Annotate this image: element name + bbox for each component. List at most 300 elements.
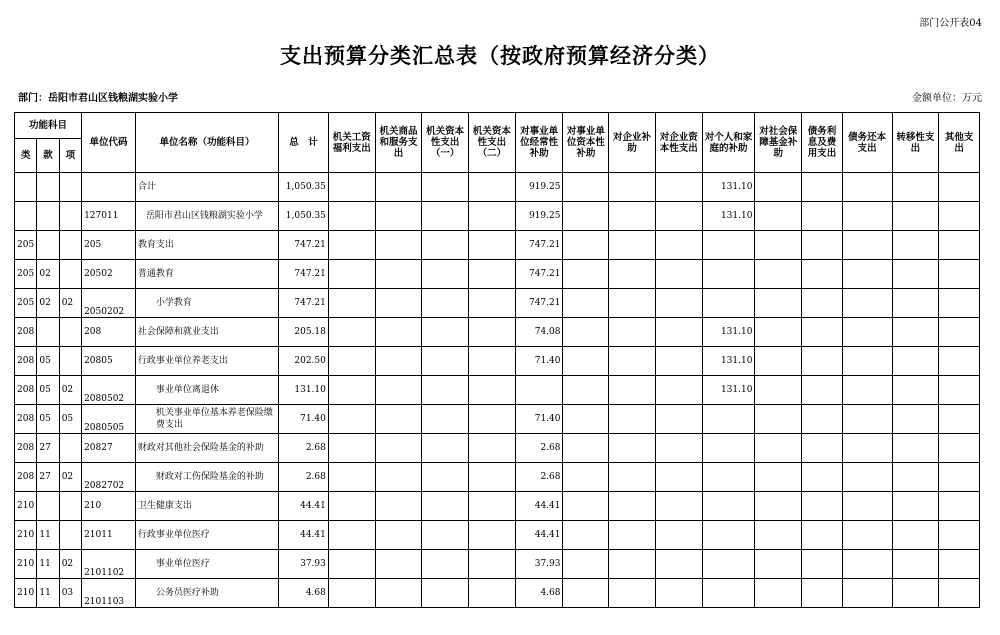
table-body	[15, 173, 980, 608]
amount-cell	[609, 550, 656, 579]
amount-cell: 4.68	[515, 579, 563, 608]
amount-cell	[375, 405, 422, 434]
amount-cell	[842, 521, 892, 550]
unit-name-cell: 财政对工伤保险基金的补助	[135, 463, 278, 492]
lei-cell: 208	[15, 347, 37, 376]
amount-cell	[469, 260, 516, 289]
amount-cell	[609, 289, 656, 318]
kuan-cell	[37, 318, 59, 347]
total-cell: 747.21	[279, 289, 329, 318]
lei-cell: 208	[15, 405, 37, 434]
amount-cell	[469, 318, 516, 347]
amount-cell	[375, 492, 422, 521]
amount-cell	[802, 579, 843, 608]
amount-cell	[422, 521, 469, 550]
amount-cell	[755, 434, 802, 463]
amount-cell	[563, 289, 609, 318]
amount-cell	[755, 347, 802, 376]
amount-cell	[802, 260, 843, 289]
amount-cell	[328, 318, 375, 347]
amount-cell	[702, 260, 755, 289]
amount-cell	[802, 173, 843, 202]
amount-cell	[563, 405, 609, 434]
amount-cell	[422, 434, 469, 463]
kuan-cell	[37, 173, 59, 202]
econ-header: 对企业补助	[609, 113, 656, 173]
amount-cell	[563, 463, 609, 492]
amount-cell	[892, 434, 939, 463]
amount-cell	[802, 202, 843, 231]
unit-name-cell: 事业单位离退休	[135, 376, 278, 405]
amount-cell	[375, 463, 422, 492]
kuan-cell: 02	[37, 260, 59, 289]
unit-name-cell: 普通教育	[135, 260, 278, 289]
amount-cell	[375, 202, 422, 231]
unit-code-cell: 2050202	[82, 289, 136, 318]
xiang-cell	[59, 260, 81, 289]
lei-cell	[15, 202, 37, 231]
amount-cell	[422, 173, 469, 202]
amount-cell	[655, 347, 702, 376]
amount-cell	[702, 434, 755, 463]
kuan-cell	[37, 492, 59, 521]
page-title: 支出预算分类汇总表（按政府预算经济分类）	[280, 43, 720, 68]
amount-cell	[702, 492, 755, 521]
amount-cell: 37.93	[515, 550, 563, 579]
amount-cell	[375, 318, 422, 347]
kuan-header: 款	[37, 139, 59, 173]
econ-header: 其他支出	[939, 113, 980, 173]
amount-cell	[802, 521, 843, 550]
amount-cell	[469, 173, 516, 202]
xiang-cell	[59, 173, 81, 202]
unit-code-cell	[82, 173, 136, 202]
amount-cell	[892, 347, 939, 376]
amount-cell	[892, 289, 939, 318]
unit-name-cell: 小学教育	[135, 289, 278, 318]
amount-cell	[422, 231, 469, 260]
unit-code-cell: 2080505	[82, 405, 136, 434]
unit-code-cell: 2082702	[82, 463, 136, 492]
lei-cell: 208	[15, 376, 37, 405]
func-subject-header: 功能科目	[15, 113, 82, 139]
econ-header: 债务利息及费用支出	[802, 113, 843, 173]
amount-cell	[702, 405, 755, 434]
amount-cell	[755, 492, 802, 521]
unit-name-cell: 事业单位医疗	[135, 550, 278, 579]
amount-cell	[939, 231, 980, 260]
amount-cell	[842, 318, 892, 347]
amount-cell: 74.08	[515, 318, 563, 347]
amount-cell	[422, 376, 469, 405]
unit-name-header: 单位名称（功能科目）	[135, 113, 278, 173]
xiang-cell	[59, 347, 81, 376]
amount-cell	[655, 202, 702, 231]
lei-cell: 205	[15, 231, 37, 260]
amount-cell	[939, 550, 980, 579]
amount-cell	[892, 318, 939, 347]
amount-cell	[802, 492, 843, 521]
amount-cell	[892, 405, 939, 434]
total-cell: 37.93	[279, 550, 329, 579]
amount-cell: 747.21	[515, 289, 563, 318]
amount-cell: 919.25	[515, 202, 563, 231]
amount-cell	[422, 463, 469, 492]
amount-cell	[422, 347, 469, 376]
econ-header: 对企业资本性支出	[655, 113, 702, 173]
kuan-cell: 11	[37, 579, 59, 608]
amount-cell	[469, 579, 516, 608]
amount-cell	[755, 579, 802, 608]
amount-cell	[328, 463, 375, 492]
amount-cell	[609, 173, 656, 202]
xiang-cell	[59, 521, 81, 550]
amount-cell	[755, 202, 802, 231]
amount-cell: 131.10	[702, 173, 755, 202]
amount-cell	[609, 579, 656, 608]
kuan-cell	[37, 202, 59, 231]
kuan-cell: 11	[37, 550, 59, 579]
total-cell: 1,050.35	[279, 173, 329, 202]
form-number: 部门公开表04	[919, 18, 982, 29]
unit-code-cell: 205	[82, 231, 136, 260]
amount-cell	[842, 289, 892, 318]
amount-cell	[609, 231, 656, 260]
table-row	[15, 579, 980, 608]
econ-header: 机关资本性支出（一）	[422, 113, 469, 173]
amount-cell	[328, 521, 375, 550]
table-row	[15, 550, 980, 579]
amount-cell	[609, 202, 656, 231]
amount-cell	[328, 492, 375, 521]
table-row	[15, 492, 980, 521]
total-cell: 1,050.35	[279, 202, 329, 231]
amount-cell	[609, 521, 656, 550]
amount-cell: 131.10	[702, 347, 755, 376]
amount-cell	[755, 260, 802, 289]
unit-code-cell: 2101103	[82, 579, 136, 608]
econ-header: 对个人和家庭的补助	[702, 113, 755, 173]
unit-name-cell: 行政事业单位养老支出	[135, 347, 278, 376]
total-cell: 131.10	[279, 376, 329, 405]
unit-code-cell: 21011	[82, 521, 136, 550]
lei-cell: 208	[15, 463, 37, 492]
amount-cell	[892, 550, 939, 579]
amount-cell	[422, 579, 469, 608]
lei-cell: 205	[15, 260, 37, 289]
amount-cell	[842, 231, 892, 260]
amount-cell	[563, 579, 609, 608]
amount-cell	[939, 376, 980, 405]
amount-cell	[609, 463, 656, 492]
amount-cell	[939, 173, 980, 202]
amount-cell	[422, 202, 469, 231]
amount-cell	[939, 289, 980, 318]
amount-cell	[328, 405, 375, 434]
econ-header: 转移性支出	[892, 113, 939, 173]
table-row	[15, 173, 980, 202]
amount-cell	[563, 550, 609, 579]
amount-cell	[422, 550, 469, 579]
amount-cell: 747.21	[515, 231, 563, 260]
amount-cell	[328, 202, 375, 231]
unit-code-cell: 2080502	[82, 376, 136, 405]
lei-cell: 210	[15, 579, 37, 608]
amount-cell	[375, 434, 422, 463]
econ-header: 对事业单位资本性补助	[563, 113, 609, 173]
amount-cell	[892, 202, 939, 231]
amount-cell	[655, 463, 702, 492]
unit-code-cell: 20805	[82, 347, 136, 376]
amount-cell: 2.68	[515, 463, 563, 492]
amount-cell	[755, 463, 802, 492]
econ-header: 机关工资福利支出	[328, 113, 375, 173]
amount-cell	[375, 550, 422, 579]
amount-cell	[328, 376, 375, 405]
table-row	[15, 289, 980, 318]
amount-cell	[755, 550, 802, 579]
amount-cell	[328, 173, 375, 202]
table-row	[15, 463, 980, 492]
total-header: 总 计	[279, 113, 329, 173]
amount-cell	[328, 231, 375, 260]
unit-name-cell: 教育支出	[135, 231, 278, 260]
kuan-cell: 05	[37, 405, 59, 434]
amount-cell	[375, 173, 422, 202]
amount-cell	[939, 579, 980, 608]
kuan-cell: 27	[37, 434, 59, 463]
amount-cell	[563, 318, 609, 347]
amount-cell	[939, 260, 980, 289]
amount-cell	[939, 521, 980, 550]
amount-cell	[939, 434, 980, 463]
amount-cell	[702, 550, 755, 579]
amount-cell	[515, 376, 563, 405]
econ-header: 机关资本性支出（二）	[469, 113, 516, 173]
amount-cell	[702, 231, 755, 260]
amount-cell	[609, 376, 656, 405]
amount-cell	[802, 318, 843, 347]
amount-cell	[375, 521, 422, 550]
amount-cell	[375, 260, 422, 289]
kuan-cell: 05	[37, 347, 59, 376]
amount-cell	[939, 405, 980, 434]
amount-cell	[375, 231, 422, 260]
amount-cell	[842, 202, 892, 231]
amount-cell	[469, 492, 516, 521]
total-cell: 4.68	[279, 579, 329, 608]
unit-name-cell: 机关事业单位基本养老保险缴费支出	[135, 405, 278, 434]
amount-cell	[802, 347, 843, 376]
amount-cell: 131.10	[702, 318, 755, 347]
amount-cell	[422, 289, 469, 318]
amount-cell	[563, 231, 609, 260]
amount-cell	[469, 347, 516, 376]
amount-cell	[702, 463, 755, 492]
amount-cell: 71.40	[515, 405, 563, 434]
table-row	[15, 434, 980, 463]
unit-name-cell: 岳阳市君山区钱粮湖实验小学	[135, 202, 278, 231]
kuan-cell: 02	[37, 289, 59, 318]
amount-cell	[422, 318, 469, 347]
amount-cell	[328, 579, 375, 608]
amount-cell	[939, 202, 980, 231]
unit-code-cell: 210	[82, 492, 136, 521]
lei-cell: 205	[15, 289, 37, 318]
amount-cell	[655, 550, 702, 579]
total-cell: 205.18	[279, 318, 329, 347]
amount-cell	[655, 405, 702, 434]
amount-cell	[655, 318, 702, 347]
amount-cell	[375, 376, 422, 405]
unit-name-cell: 卫生健康支出	[135, 492, 278, 521]
amount-cell	[892, 231, 939, 260]
kuan-cell: 11	[37, 521, 59, 550]
unit-code-cell: 127011	[82, 202, 136, 231]
unit-name-cell: 合计	[135, 173, 278, 202]
amount-cell	[892, 260, 939, 289]
xiang-cell: 03	[59, 579, 81, 608]
amount-cell: 71.40	[515, 347, 563, 376]
amount-cell	[655, 521, 702, 550]
amount-cell	[563, 434, 609, 463]
kuan-cell: 27	[37, 463, 59, 492]
amount-cell	[755, 521, 802, 550]
amount-cell	[563, 260, 609, 289]
amount-cell	[375, 289, 422, 318]
amount-cell	[563, 376, 609, 405]
amount-cell	[422, 405, 469, 434]
xiang-cell	[59, 318, 81, 347]
amount-cell	[892, 173, 939, 202]
amount-cell	[563, 492, 609, 521]
unit-code-cell: 20827	[82, 434, 136, 463]
econ-header: 对事业单位经常性补助	[515, 113, 563, 173]
amount-cell	[842, 550, 892, 579]
amount-unit-label: 金额单位：万元	[912, 93, 982, 104]
amount-cell	[939, 347, 980, 376]
table-row	[15, 521, 980, 550]
amount-cell	[655, 289, 702, 318]
unit-code-cell: 20502	[82, 260, 136, 289]
budget-table	[14, 112, 980, 608]
lei-header: 类	[15, 139, 37, 173]
kuan-cell: 05	[37, 376, 59, 405]
xiang-cell	[59, 492, 81, 521]
table-row	[15, 260, 980, 289]
amount-cell	[655, 376, 702, 405]
amount-cell	[892, 463, 939, 492]
amount-cell: 131.10	[702, 202, 755, 231]
amount-cell	[655, 231, 702, 260]
econ-header: 对社会保障基金补助	[755, 113, 802, 173]
amount-cell	[655, 173, 702, 202]
total-cell: 2.68	[279, 434, 329, 463]
amount-cell	[702, 521, 755, 550]
amount-cell	[328, 260, 375, 289]
total-cell: 44.41	[279, 492, 329, 521]
amount-cell	[422, 260, 469, 289]
unit-name-cell: 公务员医疗补助	[135, 579, 278, 608]
amount-cell	[755, 173, 802, 202]
xiang-header: 项	[59, 139, 81, 173]
amount-cell	[755, 289, 802, 318]
amount-cell	[655, 579, 702, 608]
amount-cell	[469, 405, 516, 434]
xiang-cell: 02	[59, 376, 81, 405]
amount-cell	[842, 434, 892, 463]
amount-cell	[469, 434, 516, 463]
amount-cell	[655, 434, 702, 463]
amount-cell	[702, 289, 755, 318]
unit-code-header: 单位代码	[82, 113, 136, 173]
amount-cell	[842, 260, 892, 289]
kuan-cell	[37, 231, 59, 260]
unit-code-cell: 2101102	[82, 550, 136, 579]
amount-cell	[469, 231, 516, 260]
amount-cell: 44.41	[515, 492, 563, 521]
amount-cell	[939, 463, 980, 492]
table-row	[15, 347, 980, 376]
amount-cell	[655, 260, 702, 289]
econ-header: 机关商品和服务支出	[375, 113, 422, 173]
amount-cell	[609, 347, 656, 376]
amount-cell	[469, 202, 516, 231]
xiang-cell: 05	[59, 405, 81, 434]
amount-cell	[842, 579, 892, 608]
amount-cell	[842, 376, 892, 405]
table-row	[15, 318, 980, 347]
amount-cell	[939, 318, 980, 347]
amount-cell	[802, 434, 843, 463]
amount-cell	[328, 434, 375, 463]
lei-cell: 210	[15, 521, 37, 550]
amount-cell	[375, 579, 422, 608]
amount-cell	[842, 347, 892, 376]
amount-cell	[328, 550, 375, 579]
amount-cell	[939, 492, 980, 521]
amount-cell	[802, 550, 843, 579]
table-row	[15, 405, 980, 434]
amount-cell	[609, 434, 656, 463]
amount-cell	[842, 463, 892, 492]
department-label: 部门：岳阳市君山区钱粮湖实验小学	[18, 93, 178, 104]
xiang-cell	[59, 231, 81, 260]
amount-cell	[892, 492, 939, 521]
lei-cell: 208	[15, 434, 37, 463]
lei-cell: 208	[15, 318, 37, 347]
amount-cell	[469, 376, 516, 405]
amount-cell	[802, 289, 843, 318]
total-cell: 71.40	[279, 405, 329, 434]
total-cell: 44.41	[279, 521, 329, 550]
amount-cell	[328, 289, 375, 318]
lei-cell: 210	[15, 492, 37, 521]
lei-cell	[15, 173, 37, 202]
xiang-cell: 02	[59, 550, 81, 579]
amount-cell	[755, 376, 802, 405]
table-row	[15, 231, 980, 260]
amount-cell	[469, 289, 516, 318]
amount-cell	[609, 260, 656, 289]
amount-cell	[802, 405, 843, 434]
unit-code-cell: 208	[82, 318, 136, 347]
amount-cell	[892, 579, 939, 608]
xiang-cell: 02	[59, 463, 81, 492]
amount-cell	[842, 492, 892, 521]
amount-cell: 2.68	[515, 434, 563, 463]
lei-cell: 210	[15, 550, 37, 579]
